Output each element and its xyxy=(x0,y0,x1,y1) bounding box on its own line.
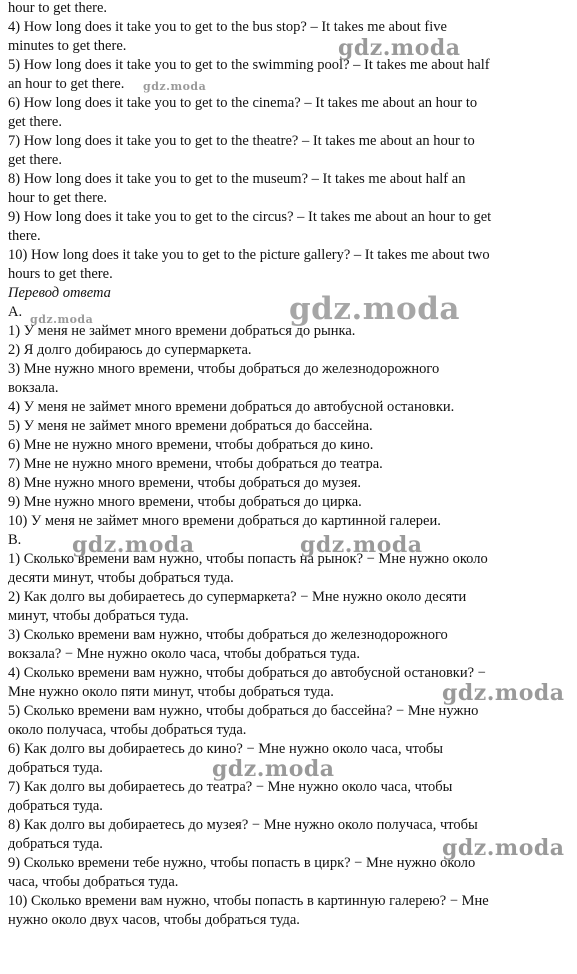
text-line: 4) У меня не займет много времени добраться до автобусной остановки. xyxy=(8,399,455,415)
text-line: 7) Как долго вы добираетесь до театра? − Мне нужно около часа, чтобы xyxy=(8,779,453,795)
text-line: 1) Сколько времени вам нужно, чтобы попасть на рынок? − Мне нужно около xyxy=(8,551,488,567)
text-line: 1) У меня не займет много времени добраться до рынка. xyxy=(8,323,356,339)
text-line: часа, чтобы добраться туда. xyxy=(8,874,179,890)
text-line: 6) Как долго вы добираетесь до кино? − Мне нужно около часа, чтобы xyxy=(8,741,444,757)
section-label: А. xyxy=(8,304,23,320)
text-line: 2) Как долго вы добираетесь до супермаркета? − Мне нужно около десяти xyxy=(8,589,467,605)
watermark: gdz.moda xyxy=(300,532,423,558)
text-line: 3) Мне нужно много времени, чтобы добраться до железнодорожного xyxy=(8,361,440,377)
text-line: нужно около двух часов, чтобы добраться туда. xyxy=(8,912,300,928)
watermark: gdz.moda xyxy=(212,756,335,782)
text-line: 10) У меня не займет много времени добраться до картинной галереи. xyxy=(8,513,441,529)
text-line: minutes to get there. xyxy=(8,38,127,54)
watermark: gdz.moda xyxy=(72,532,195,558)
text-line: 5) Сколько времени вам нужно, чтобы добраться до бассейна? − Мне нужно xyxy=(8,703,479,719)
text-line: hour to get there. xyxy=(8,0,108,16)
text-line: get there. xyxy=(8,152,62,168)
watermark: gdz.moda xyxy=(143,80,207,93)
text-line: 5) How long does it take you to get to the swimming pool? – It takes me about half xyxy=(8,57,490,73)
text-line: 8) Как долго вы добираетесь до музея? − Мне нужно около получаса, чтобы xyxy=(8,817,478,833)
text-line: 9) Мне нужно много времени, чтобы добраться до цирка. xyxy=(8,494,362,510)
text-line: 10) How long does it take you to get to the picture gallery? – It takes me about two xyxy=(8,247,490,263)
watermark: gdz.moda xyxy=(442,835,565,861)
text-line: get there. xyxy=(8,114,62,130)
watermark: gdz.moda xyxy=(442,680,565,706)
text-line: 4) Сколько времени вам нужно, чтобы добраться до автобусной остановки? − xyxy=(8,665,486,681)
translation-heading: Перевод ответа xyxy=(8,285,111,301)
text-line: вокзала? − Мне нужно около часа, чтобы добраться туда. xyxy=(8,646,360,662)
text-line: an hour to get there. xyxy=(8,76,125,92)
text-line: вокзала. xyxy=(8,380,59,396)
text-line: около получаса, чтобы добраться туда. xyxy=(8,722,247,738)
watermark: gdz.moda xyxy=(30,313,94,326)
text-line: Мне нужно около пяти минут, чтобы добраться туда. xyxy=(8,684,334,700)
text-line: 4) How long does it take you to get to the bus stop? – It takes me about five xyxy=(8,19,447,35)
text-line: 8) How long does it take you to get to the museum? – It takes me about half an xyxy=(8,171,466,187)
text-line: there. xyxy=(8,228,41,244)
text-line: 6) Мне не нужно много времени, чтобы добраться до кино. xyxy=(8,437,374,453)
text-line: 6) How long does it take you to get to the cinema? – It takes me about an hour to xyxy=(8,95,478,111)
answer-document xyxy=(8,0,564,930)
text-line: 9) How long does it take you to get to the circus? – It takes me about an hour to get xyxy=(8,209,492,225)
text-line: 5) У меня не займет много времени добраться до бассейна. xyxy=(8,418,373,434)
text-line: добраться туда. xyxy=(8,798,103,814)
text-line: hour to get there. xyxy=(8,190,108,206)
text-line: 3) Сколько времени вам нужно, чтобы добраться до железнодорожного xyxy=(8,627,448,643)
text-line: добраться туда. xyxy=(8,836,103,852)
text-line: 2) Я долго добираюсь до супермаркета. xyxy=(8,342,252,358)
text-line: 7) Мне не нужно много времени, чтобы добраться до театра. xyxy=(8,456,383,472)
text-line: добраться туда. xyxy=(8,760,103,776)
text-line: 8) Мне нужно много времени, чтобы добраться до музея. xyxy=(8,475,362,491)
text-line: минут, чтобы добраться туда. xyxy=(8,608,189,624)
text-line: десяти минут, чтобы добраться туда. xyxy=(8,570,234,586)
text-line: hours to get there. xyxy=(8,266,113,282)
text-line: 9) Сколько времени тебе нужно, чтобы попасть в цирк? − Мне нужно около xyxy=(8,855,476,871)
text-line: 7) How long does it take you to get to the theatre? – It takes me about an hour to xyxy=(8,133,475,149)
watermark: gdz.moda xyxy=(338,35,461,61)
section-label: В. xyxy=(8,532,22,548)
watermark: gdz.moda xyxy=(289,291,460,327)
text-line: 10) Сколько времени вам нужно, чтобы попасть в картинную галерею? − Мне xyxy=(8,893,489,909)
